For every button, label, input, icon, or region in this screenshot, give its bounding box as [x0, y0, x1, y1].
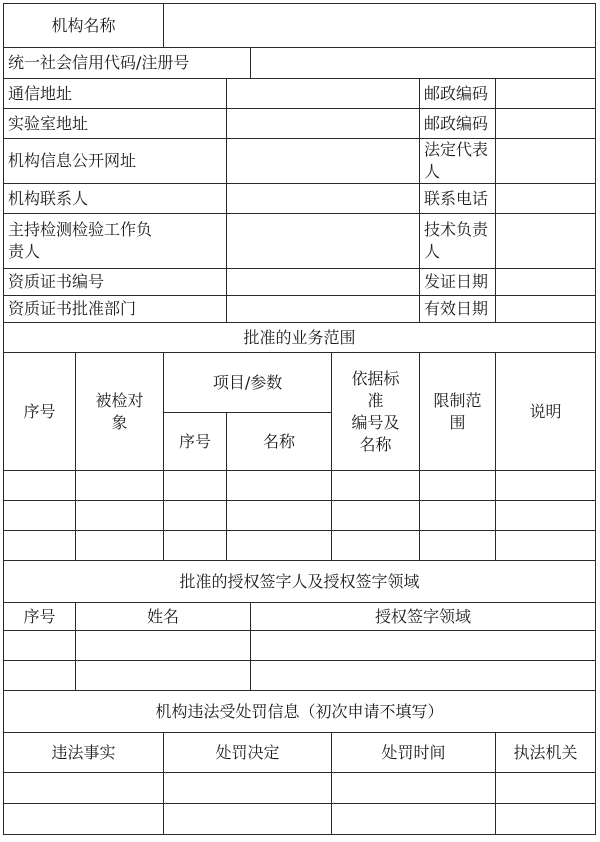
cert-number-value[interactable] — [227, 269, 420, 296]
scope-cell[interactable] — [496, 531, 596, 561]
penalty-title: 机构违法受处罚信息（初次申请不填写） — [4, 691, 596, 733]
issue-date-value[interactable] — [496, 269, 596, 296]
row-penalty-title — [4, 691, 596, 733]
scope-cell[interactable] — [76, 531, 164, 561]
signatory-row — [4, 661, 596, 691]
scope-row — [4, 471, 596, 501]
scope-cell[interactable] — [332, 531, 420, 561]
scope-cell[interactable] — [164, 501, 227, 531]
signatory-cell[interactable] — [76, 661, 251, 691]
scope-seq-header: 序号 — [4, 353, 76, 471]
row-signatories-header — [4, 603, 596, 631]
issue-date-label: 发证日期 — [420, 269, 496, 296]
scope-cell[interactable] — [76, 471, 164, 501]
penalty-time-header: 处罚时间 — [332, 733, 496, 773]
signatory-name-header: 姓名 — [76, 603, 251, 631]
signatory-cell[interactable] — [251, 631, 596, 661]
scope-cell[interactable] — [4, 531, 76, 561]
row-approval-dept — [4, 296, 596, 323]
legal-rep-label: 法定代表人 — [420, 139, 496, 184]
approval-dept-label: 资质证书批准部门 — [4, 296, 227, 323]
scope-cell[interactable] — [332, 501, 420, 531]
signatory-row — [4, 631, 596, 661]
testing-head-label: 主持检测检验工作负 责人 — [4, 214, 227, 269]
scope-cell[interactable] — [420, 531, 496, 561]
row-scope-title — [4, 323, 596, 353]
row-signatories-title — [4, 561, 596, 603]
penalty-fact-header: 违法事实 — [4, 733, 164, 773]
scope-object-header: 被检对 象 — [76, 353, 164, 471]
postal-address-label: 通信地址 — [4, 79, 227, 109]
postal-address-value[interactable] — [227, 79, 420, 109]
row-scope-header-1 — [4, 353, 596, 413]
signatory-cell[interactable] — [4, 631, 76, 661]
penalty-cell[interactable] — [4, 773, 164, 804]
signatory-cell[interactable] — [4, 661, 76, 691]
org-name-value[interactable] — [164, 4, 596, 48]
scope-cell[interactable] — [496, 471, 596, 501]
row-credit-code — [4, 48, 596, 79]
technical-head-label: 技术负责人 — [420, 214, 496, 269]
penalty-cell[interactable] — [332, 773, 496, 804]
scope-cell[interactable] — [420, 471, 496, 501]
penalty-row — [4, 804, 596, 835]
valid-date-label: 有效日期 — [420, 296, 496, 323]
postal-code-value-1[interactable] — [496, 79, 596, 109]
scope-cell[interactable] — [227, 531, 332, 561]
row-cert-number — [4, 269, 596, 296]
approval-dept-value[interactable] — [227, 296, 420, 323]
signatory-seq-header: 序号 — [4, 603, 76, 631]
penalty-cell[interactable] — [496, 804, 596, 835]
scope-cell[interactable] — [76, 501, 164, 531]
testing-head-value[interactable] — [227, 214, 420, 269]
scope-cell[interactable] — [4, 471, 76, 501]
scope-row — [4, 531, 596, 561]
penalty-cell[interactable] — [332, 804, 496, 835]
scope-cell[interactable] — [164, 471, 227, 501]
registration-form — [3, 3, 595, 835]
scope-cell[interactable] — [496, 501, 596, 531]
postal-code-label-2: 邮政编码 — [420, 109, 496, 139]
contact-person-label: 机构联系人 — [4, 184, 227, 214]
postal-code-label-1: 邮政编码 — [420, 79, 496, 109]
contact-phone-label: 联系电话 — [420, 184, 496, 214]
scope-cell[interactable] — [227, 501, 332, 531]
signatory-field-header: 授权签字领域 — [251, 603, 596, 631]
scope-sub-name-header: 名称 — [227, 413, 332, 471]
penalty-cell[interactable] — [164, 804, 332, 835]
scope-cell[interactable] — [164, 531, 227, 561]
penalty-authority-header: 执法机关 — [496, 733, 596, 773]
scope-cell[interactable] — [420, 501, 496, 531]
scope-limit-header: 限制范 围 — [420, 353, 496, 471]
penalty-cell[interactable] — [496, 773, 596, 804]
penalty-decision-header: 处罚决定 — [164, 733, 332, 773]
scope-cell[interactable] — [332, 471, 420, 501]
scope-standard-header: 依据标 准 编号及 名称 — [332, 353, 420, 471]
scope-note-header: 说明 — [496, 353, 596, 471]
org-name-label: 机构名称 — [4, 4, 164, 48]
penalty-cell[interactable] — [4, 804, 164, 835]
signatory-cell[interactable] — [76, 631, 251, 661]
row-info-website — [4, 139, 596, 184]
credit-code-label: 统一社会信用代码/注册号 — [4, 48, 251, 79]
lab-address-label: 实验室地址 — [4, 109, 227, 139]
contact-phone-value[interactable] — [496, 184, 596, 214]
row-lab-address — [4, 109, 596, 139]
signatory-cell[interactable] — [251, 661, 596, 691]
row-org-name — [4, 4, 596, 48]
postal-code-value-2[interactable] — [496, 109, 596, 139]
contact-person-value[interactable] — [227, 184, 420, 214]
scope-item-param-header: 项目/参数 — [164, 353, 332, 413]
technical-head-value[interactable] — [496, 214, 596, 269]
scope-cell[interactable] — [227, 471, 332, 501]
row-postal-address — [4, 79, 596, 109]
penalty-row — [4, 773, 596, 804]
valid-date-value[interactable] — [496, 296, 596, 323]
legal-rep-value[interactable] — [496, 139, 596, 184]
credit-code-value[interactable] — [251, 48, 596, 79]
row-penalty-header — [4, 733, 596, 773]
info-website-label: 机构信息公开网址 — [4, 139, 227, 184]
lab-address-value[interactable] — [227, 109, 420, 139]
scope-sub-seq-header: 序号 — [164, 413, 227, 471]
penalty-cell[interactable] — [164, 773, 332, 804]
info-website-value[interactable] — [227, 139, 420, 184]
registration-table — [3, 3, 596, 835]
signatories-title: 批准的授权签字人及授权签字领域 — [4, 561, 596, 603]
row-testing-head — [4, 214, 596, 269]
scope-title: 批准的业务范围 — [4, 323, 596, 353]
scope-cell[interactable] — [4, 501, 76, 531]
scope-row — [4, 501, 596, 531]
cert-number-label: 资质证书编号 — [4, 269, 227, 296]
row-contact-person — [4, 184, 596, 214]
